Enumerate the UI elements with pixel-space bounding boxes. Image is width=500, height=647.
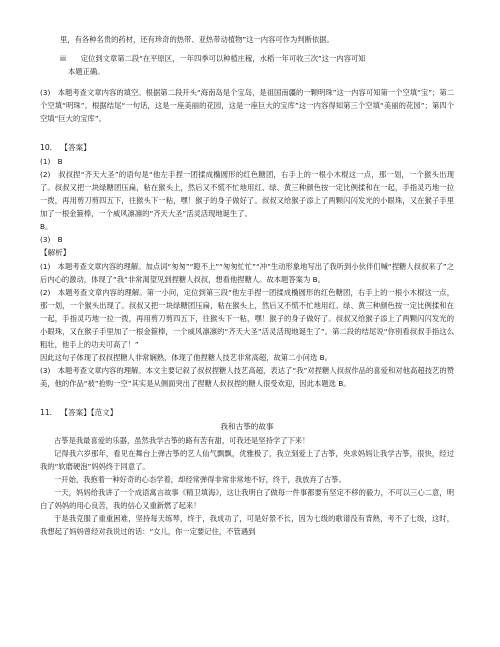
q10-answer-2-end: B。 bbox=[40, 222, 53, 231]
q10-analysis-label: 【解析】 bbox=[40, 248, 71, 257]
q10-analysis-1: (1) 本题考查文章内容的理解。加点词“匆匆”“瞪不上”“匆匆忙忙”“冲”生动形象地写出了我听到小伙伴们喊“捏糖人叔叔来了”之后内心的激动，体现了“我”非常渴望见到捏糖人叔叔，想看他捏糖人。故本题答案为 B。 bbox=[40, 262, 454, 284]
q10-analysis-3: (3) 本题考查文章内容的理解。本文主要记叙了叔叔捏糖人技艺高超，表达了“我”对捏糖人叔叔作品的喜爱和对他高超技艺的赞美，他的作品“被”抢购一空”其实是从侧面突出了捏糖人叔叔捏的糖人很受欢迎，因此本题选 B。 bbox=[40, 366, 454, 388]
q10-answer-2: (2) 叔叔捏“齐天大圣”的语句是“他左手捏一团揉成椭圆形的红色糖团，右手上的一根小木棍这一点，那一划，一个猴头出现了。叔叔又把一块绿糖团压扁，粘在猴头上，然后又不慌不忙地用红、绿、黄三种颜色按一定比例揉和在一起，手指灵巧地一拉一拨，再用剪刀剪四五下，往猴头下一粘，嘿！猴子的身子做好了。叔叔又给猴子添上了两颗闪闪发光的小眼珠，又在猴子手里加了一根金箍棒，一个威风凛凛的“齐天大圣”活灵活现地诞生了。 bbox=[40, 170, 454, 218]
paragraph-3: (3) 本题考查文章内容的填空。根据第二段开头“海南岛是个宝岛，是祖国南疆的一颗明珠”这一内容可知第一个空填“宝”；第二个空填“明珠”。根据结尾“一句话，这是一座美丽的花园，这是一座巨大的宝库”这一内容得知第三个空填“美丽的花园”；第四个空填“巨大的宝库”。 bbox=[40, 88, 454, 123]
q10-answer-3: (3) B bbox=[40, 235, 63, 244]
item-iii-text: 定位到文章第二段“在平原区，一年四季可以种植庄稼，水稻一年可收三次”这一内容可知 bbox=[80, 54, 366, 63]
q10-answer-label: 【答案】 bbox=[60, 143, 91, 152]
essay-paragraph-4: 一天，妈妈给我讲了一个成语寓言故事《精卫填海》，这让我明白了做每一件事都要有坚定不移的毅力，不可以三心二意，明白了妈妈的用心良苦，我的信心又重新燃了起来！ bbox=[40, 488, 454, 510]
essay-paragraph-3: 一开始，我抱着一种好奇的心态学着，却经常弹得非常非常地不好，终于，我放弃了古筝。 bbox=[54, 475, 346, 484]
question-10 bbox=[40, 141, 454, 390]
item-iii bbox=[40, 52, 454, 65]
q10-answer-1: (1) B bbox=[40, 157, 63, 166]
q10-number: 10. bbox=[40, 143, 53, 152]
essay-paragraph-1: 古筝是我最喜爱的乐器，虽然我学古筝的路有苦有甜，可我还是坚持学了下来！ bbox=[54, 436, 310, 445]
item-iii-continued: 本题正确。 bbox=[68, 67, 105, 76]
continuation-line: 里，有各种名贵的药材，还有珍奇的热带、亚热带动植物”这一内容可作为判断依据。 bbox=[60, 35, 334, 44]
q11-number: 11. bbox=[40, 408, 53, 417]
q10-header bbox=[40, 141, 454, 155]
essay-paragraph-5: 于是我克服了重重困难，坚持每天练琴，终于，我成功了，可是好景不长，因为七级的歌谱没有背熟，考不了七级，这时，我想起了妈妈曾经对我说过的话：“女儿，你一定要记住，不管遇到 bbox=[40, 514, 454, 536]
question-11 bbox=[40, 406, 454, 538]
item-iii-label: iii bbox=[60, 54, 67, 63]
q10-analysis-2: (2) 本题考查文章内容的理解。第一小问，定位到第三段“他左手捏一团揉成椭圆形的红色糖团，右手上的一根小木棍这一点，那一划，一个猴头出现了。叔叔又把一块绿糖团压扁，粘在猴头上，然后又不慌不忙地用红、绿、黄三种颜色按一定比例揉和在一起，手指灵巧地一拉一拨，再用剪刀剪四五下，往猴头下一粘，嘿！猴子的身子做好了。叔叔又给猴子添上了两颗闪闪发光的小眼珠，又在猴子手里加了一根金箍棒，一个威风凛凛的“齐天大圣”活灵活现地诞生了”。第二段的结尾说“你别看叔叔手指这么粗壮，他手上的功夫可高了！” bbox=[40, 288, 454, 349]
q11-answer-label: 【答案】【范文】 bbox=[60, 408, 118, 417]
q11-header bbox=[40, 406, 454, 420]
essay-title: 我和古筝的故事 bbox=[220, 422, 274, 431]
q10-analysis-2-end: 因此这句子体现了叔叔捏糖人非常娴熟，体现了他捏糖人技艺非常高超，故第二小问选 B。 bbox=[40, 353, 332, 362]
essay-paragraph-2: 记得我六岁那年，看见在舞台上弹古筝的艺人仙气飘飘，优雅极了，我立刻爱上了古筝，央求妈妈让我学古筝，很快，经过我的“软磨硬泡”妈妈终于同意了。 bbox=[40, 449, 454, 471]
